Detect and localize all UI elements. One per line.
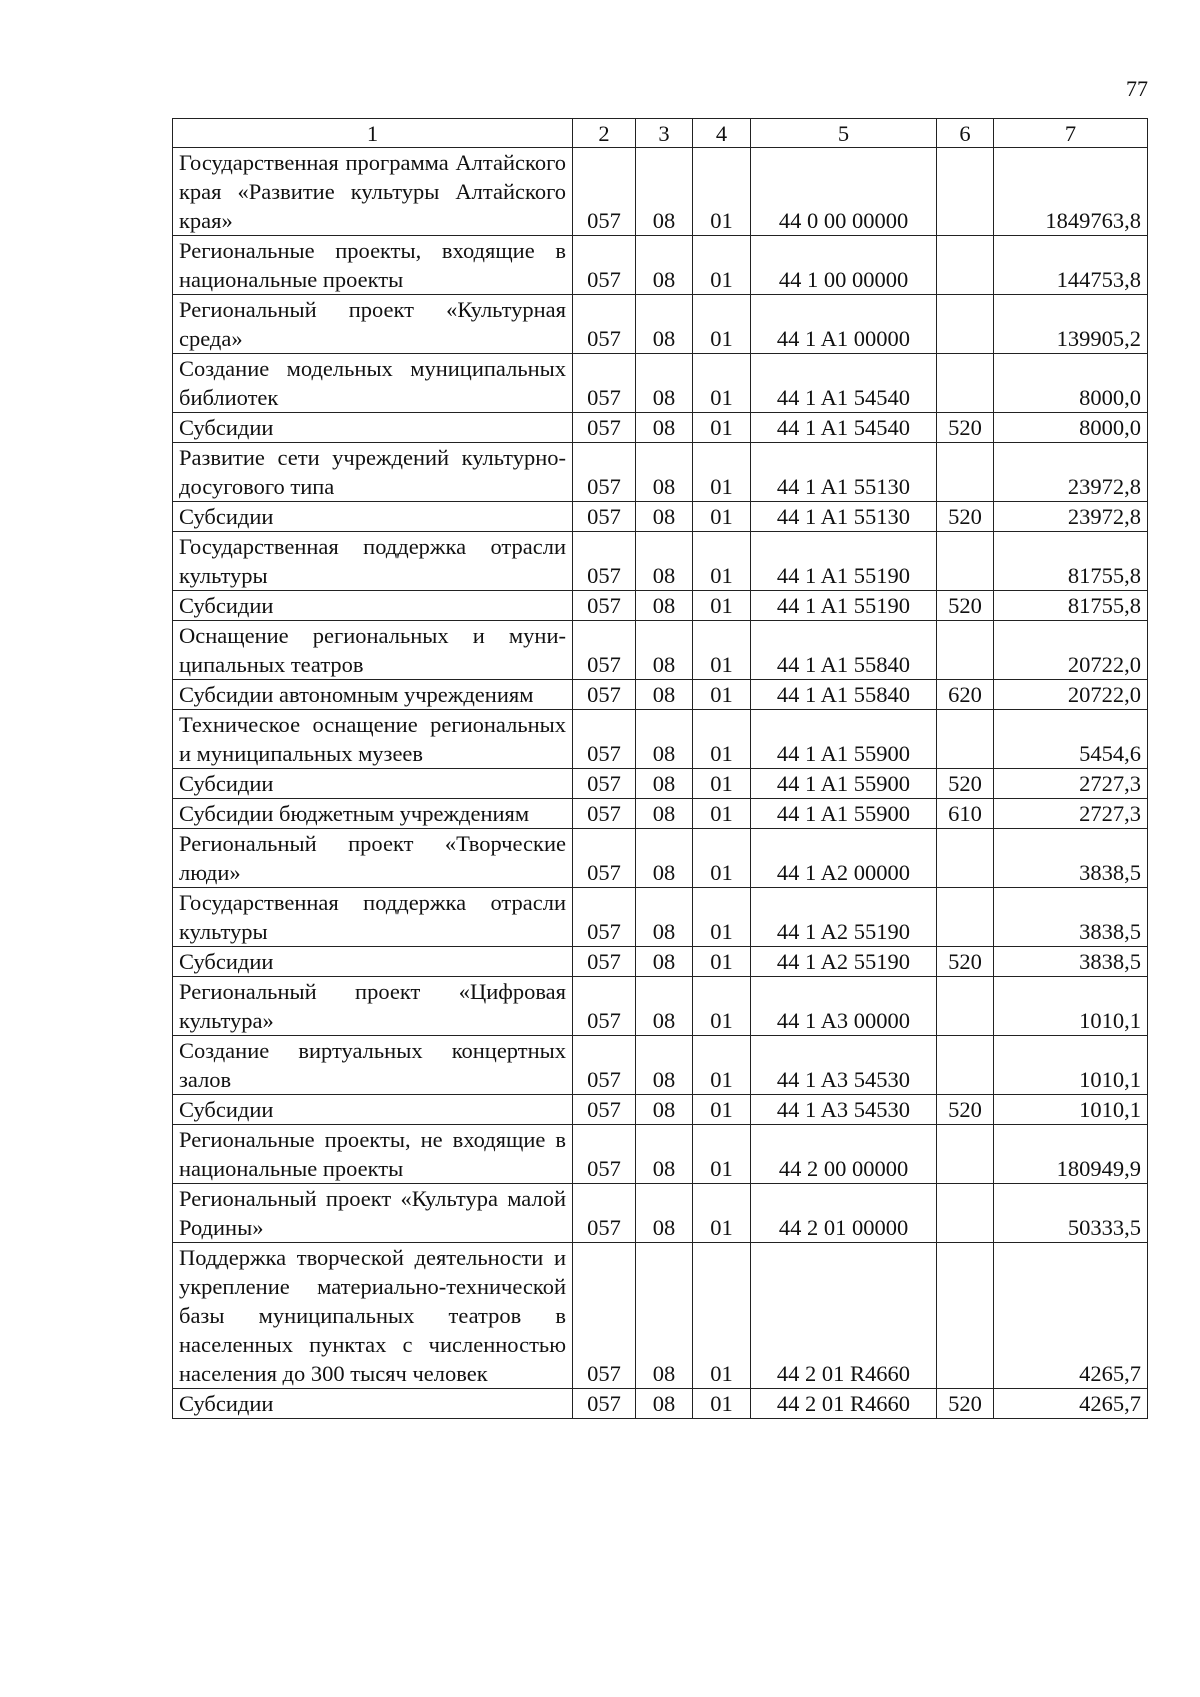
row-code: 44 1 A3 54530 [751, 1095, 937, 1125]
row-amount: 23972,8 [994, 443, 1148, 502]
header-col-4: 4 [693, 119, 751, 148]
row-col-3: 08 [636, 977, 693, 1036]
row-code: 44 1 A1 55130 [751, 502, 937, 532]
row-amount: 139905,2 [994, 295, 1148, 354]
row-col-2: 057 [573, 799, 636, 829]
row-name: Региональные проекты, не входящие в национальные проекты [173, 1125, 573, 1184]
row-col-3: 08 [636, 799, 693, 829]
header-col-3: 3 [636, 119, 693, 148]
row-col-4: 01 [693, 799, 751, 829]
row-col-3: 08 [636, 947, 693, 977]
row-col-2: 057 [573, 1389, 636, 1419]
table-row [173, 888, 1148, 947]
row-expense-type [937, 977, 994, 1036]
row-col-4: 01 [693, 502, 751, 532]
row-amount: 144753,8 [994, 236, 1148, 295]
row-amount: 3838,5 [994, 947, 1148, 977]
row-col-2: 057 [573, 710, 636, 769]
row-col-3: 08 [636, 591, 693, 621]
table-row [173, 354, 1148, 413]
table-row [173, 1036, 1148, 1095]
row-col-3: 08 [636, 1184, 693, 1243]
row-amount: 1010,1 [994, 977, 1148, 1036]
row-name: Субсидии [173, 413, 573, 443]
row-name: Оснащение региональных и муниципальных театров [173, 621, 573, 680]
row-col-2: 057 [573, 621, 636, 680]
row-col-2: 057 [573, 977, 636, 1036]
row-col-3: 08 [636, 413, 693, 443]
row-col-3: 08 [636, 1095, 693, 1125]
row-amount: 23972,8 [994, 502, 1148, 532]
row-col-4: 01 [693, 236, 751, 295]
row-col-4: 01 [693, 1125, 751, 1184]
row-name: Субсидии [173, 1095, 573, 1125]
table-row [173, 621, 1148, 680]
row-col-4: 01 [693, 829, 751, 888]
row-code: 44 1 A3 54530 [751, 1036, 937, 1095]
row-expense-type: 520 [937, 413, 994, 443]
row-col-4: 01 [693, 591, 751, 621]
row-col-2: 057 [573, 236, 636, 295]
row-expense-type [937, 1243, 994, 1389]
row-amount: 20722,0 [994, 680, 1148, 710]
row-col-2: 057 [573, 1036, 636, 1095]
row-expense-type [937, 888, 994, 947]
row-col-4: 01 [693, 1095, 751, 1125]
row-amount: 20722,0 [994, 621, 1148, 680]
row-code: 44 1 A1 00000 [751, 295, 937, 354]
row-code: 44 1 A1 55190 [751, 532, 937, 591]
header-col-6: 6 [937, 119, 994, 148]
row-expense-type: 620 [937, 680, 994, 710]
row-col-4: 01 [693, 621, 751, 680]
row-col-2: 057 [573, 148, 636, 236]
row-code: 44 1 A3 00000 [751, 977, 937, 1036]
row-col-2: 057 [573, 295, 636, 354]
row-code: 44 1 A1 54540 [751, 413, 937, 443]
table-row [173, 1243, 1148, 1389]
row-name: Развитие сети учреждений культурно-досугового типа [173, 443, 573, 502]
row-code: 44 1 A1 55840 [751, 621, 937, 680]
row-col-4: 01 [693, 1389, 751, 1419]
row-col-4: 01 [693, 443, 751, 502]
row-col-2: 057 [573, 829, 636, 888]
row-name: Субсидии [173, 1389, 573, 1419]
row-expense-type [937, 148, 994, 236]
row-col-4: 01 [693, 947, 751, 977]
row-col-3: 08 [636, 148, 693, 236]
row-col-4: 01 [693, 1036, 751, 1095]
row-col-4: 01 [693, 148, 751, 236]
row-col-3: 08 [636, 769, 693, 799]
table-row [173, 443, 1148, 502]
header-col-2: 2 [573, 119, 636, 148]
table-row [173, 769, 1148, 799]
row-name: Поддержка творческой деятельности и укрепление материально-технической базы муниципальных театров в населенных пунктах с численностью населения до 300 тысяч человек [173, 1243, 573, 1389]
row-expense-type [937, 1184, 994, 1243]
row-expense-type: 610 [937, 799, 994, 829]
row-col-4: 01 [693, 532, 751, 591]
table-row [173, 680, 1148, 710]
row-col-2: 057 [573, 1184, 636, 1243]
row-expense-type: 520 [937, 947, 994, 977]
row-col-2: 057 [573, 413, 636, 443]
row-col-2: 057 [573, 888, 636, 947]
row-amount: 8000,0 [994, 413, 1148, 443]
row-name: Субсидии [173, 769, 573, 799]
row-col-2: 057 [573, 680, 636, 710]
row-code: 44 1 A1 54540 [751, 354, 937, 413]
row-code: 44 2 00 00000 [751, 1125, 937, 1184]
row-col-2: 057 [573, 532, 636, 591]
row-amount: 2727,3 [994, 769, 1148, 799]
table-row [173, 977, 1148, 1036]
row-col-3: 08 [636, 621, 693, 680]
row-col-3: 08 [636, 888, 693, 947]
row-amount: 5454,6 [994, 710, 1148, 769]
table-row [173, 236, 1148, 295]
row-expense-type [937, 1125, 994, 1184]
row-col-4: 01 [693, 354, 751, 413]
table-row [173, 295, 1148, 354]
table-row [173, 1095, 1148, 1125]
row-code: 44 1 A1 55130 [751, 443, 937, 502]
row-col-4: 01 [693, 1184, 751, 1243]
row-name: Создание модельных муниципальных библиотек [173, 354, 573, 413]
row-code: 44 2 01 00000 [751, 1184, 937, 1243]
row-col-3: 08 [636, 1036, 693, 1095]
row-col-3: 08 [636, 710, 693, 769]
row-expense-type: 520 [937, 591, 994, 621]
row-amount: 3838,5 [994, 829, 1148, 888]
row-expense-type [937, 710, 994, 769]
table-row [173, 710, 1148, 769]
row-col-3: 08 [636, 680, 693, 710]
row-col-2: 057 [573, 443, 636, 502]
row-amount: 1010,1 [994, 1036, 1148, 1095]
row-col-2: 057 [573, 354, 636, 413]
header-col-5: 5 [751, 119, 937, 148]
row-amount: 81755,8 [994, 591, 1148, 621]
row-col-4: 01 [693, 413, 751, 443]
row-code: 44 1 A1 55900 [751, 710, 937, 769]
row-col-2: 057 [573, 1125, 636, 1184]
table-row [173, 947, 1148, 977]
row-col-4: 01 [693, 977, 751, 1036]
row-name: Региональный проект «Цифровая культура» [173, 977, 573, 1036]
row-col-4: 01 [693, 295, 751, 354]
row-col-3: 08 [636, 1243, 693, 1389]
row-name: Субсидии [173, 947, 573, 977]
row-code: 44 0 00 00000 [751, 148, 937, 236]
row-col-4: 01 [693, 769, 751, 799]
row-amount: 4265,7 [994, 1243, 1148, 1389]
row-expense-type [937, 621, 994, 680]
row-amount: 2727,3 [994, 799, 1148, 829]
row-code: 44 1 A1 55190 [751, 591, 937, 621]
row-expense-type [937, 829, 994, 888]
row-code: 44 1 A1 55840 [751, 680, 937, 710]
row-col-3: 08 [636, 502, 693, 532]
row-expense-type: 520 [937, 1095, 994, 1125]
row-amount: 8000,0 [994, 354, 1148, 413]
row-name: Региональный проект «Культурная среда» [173, 295, 573, 354]
row-code: 44 1 A2 55190 [751, 947, 937, 977]
row-name: Государственная программа Алтайского края «Развитие культуры Алтайского края» [173, 148, 573, 236]
row-expense-type [937, 236, 994, 295]
row-col-3: 08 [636, 443, 693, 502]
row-name: Субсидии бюджетным учреждениям [173, 799, 573, 829]
table-row [173, 1389, 1148, 1419]
row-name: Государственная поддержка отрасли культуры [173, 532, 573, 591]
row-col-4: 01 [693, 888, 751, 947]
table-row [173, 1184, 1148, 1243]
row-col-2: 057 [573, 502, 636, 532]
row-code: 44 1 A1 55900 [751, 799, 937, 829]
row-amount: 180949,9 [994, 1125, 1148, 1184]
table-row [173, 829, 1148, 888]
row-amount: 50333,5 [994, 1184, 1148, 1243]
row-name: Региональный проект «Культура малой Родины» [173, 1184, 573, 1243]
table-row [173, 148, 1148, 236]
row-code: 44 2 01 R4660 [751, 1389, 937, 1419]
row-col-2: 057 [573, 591, 636, 621]
table-header-row [173, 119, 1148, 148]
row-code: 44 2 01 R4660 [751, 1243, 937, 1389]
budget-table [172, 118, 1148, 1419]
row-expense-type: 520 [937, 1389, 994, 1419]
row-col-3: 08 [636, 829, 693, 888]
row-name: Региональный проект «Творческие люди» [173, 829, 573, 888]
row-code: 44 1 A2 00000 [751, 829, 937, 888]
row-amount: 1010,1 [994, 1095, 1148, 1125]
row-col-4: 01 [693, 1243, 751, 1389]
row-col-4: 01 [693, 680, 751, 710]
row-expense-type: 520 [937, 502, 994, 532]
row-col-2: 057 [573, 769, 636, 799]
header-col-7: 7 [994, 119, 1148, 148]
header-col-1: 1 [173, 119, 573, 148]
table-row [173, 799, 1148, 829]
row-code: 44 1 A2 55190 [751, 888, 937, 947]
row-col-3: 08 [636, 532, 693, 591]
row-name: Субсидии автономным учреждениям [173, 680, 573, 710]
row-name: Государственная поддержка отрасли культуры [173, 888, 573, 947]
row-col-4: 01 [693, 710, 751, 769]
row-col-3: 08 [636, 354, 693, 413]
row-col-3: 08 [636, 236, 693, 295]
row-expense-type: 520 [937, 769, 994, 799]
table-row [173, 413, 1148, 443]
page-number: 77 [1126, 76, 1148, 101]
row-name: Региональные проекты, входящие в национальные проекты [173, 236, 573, 295]
row-name: Создание виртуальных концертных залов [173, 1036, 573, 1095]
row-col-2: 057 [573, 947, 636, 977]
row-expense-type [937, 1036, 994, 1095]
row-expense-type [937, 354, 994, 413]
row-col-3: 08 [636, 1125, 693, 1184]
row-name: Техническое оснащение региональных и муниципальных музеев [173, 710, 573, 769]
row-amount: 81755,8 [994, 532, 1148, 591]
row-code: 44 1 00 00000 [751, 236, 937, 295]
row-expense-type [937, 532, 994, 591]
row-amount: 1849763,8 [994, 148, 1148, 236]
row-col-3: 08 [636, 295, 693, 354]
table-row [173, 591, 1148, 621]
row-expense-type [937, 443, 994, 502]
row-col-2: 057 [573, 1095, 636, 1125]
table-row [173, 1125, 1148, 1184]
row-amount: 3838,5 [994, 888, 1148, 947]
row-amount: 4265,7 [994, 1389, 1148, 1419]
row-code: 44 1 A1 55900 [751, 769, 937, 799]
row-col-3: 08 [636, 1389, 693, 1419]
row-col-2: 057 [573, 1243, 636, 1389]
row-expense-type [937, 295, 994, 354]
row-name: Субсидии [173, 502, 573, 532]
table-row [173, 532, 1148, 591]
table-row [173, 502, 1148, 532]
row-name: Субсидии [173, 591, 573, 621]
